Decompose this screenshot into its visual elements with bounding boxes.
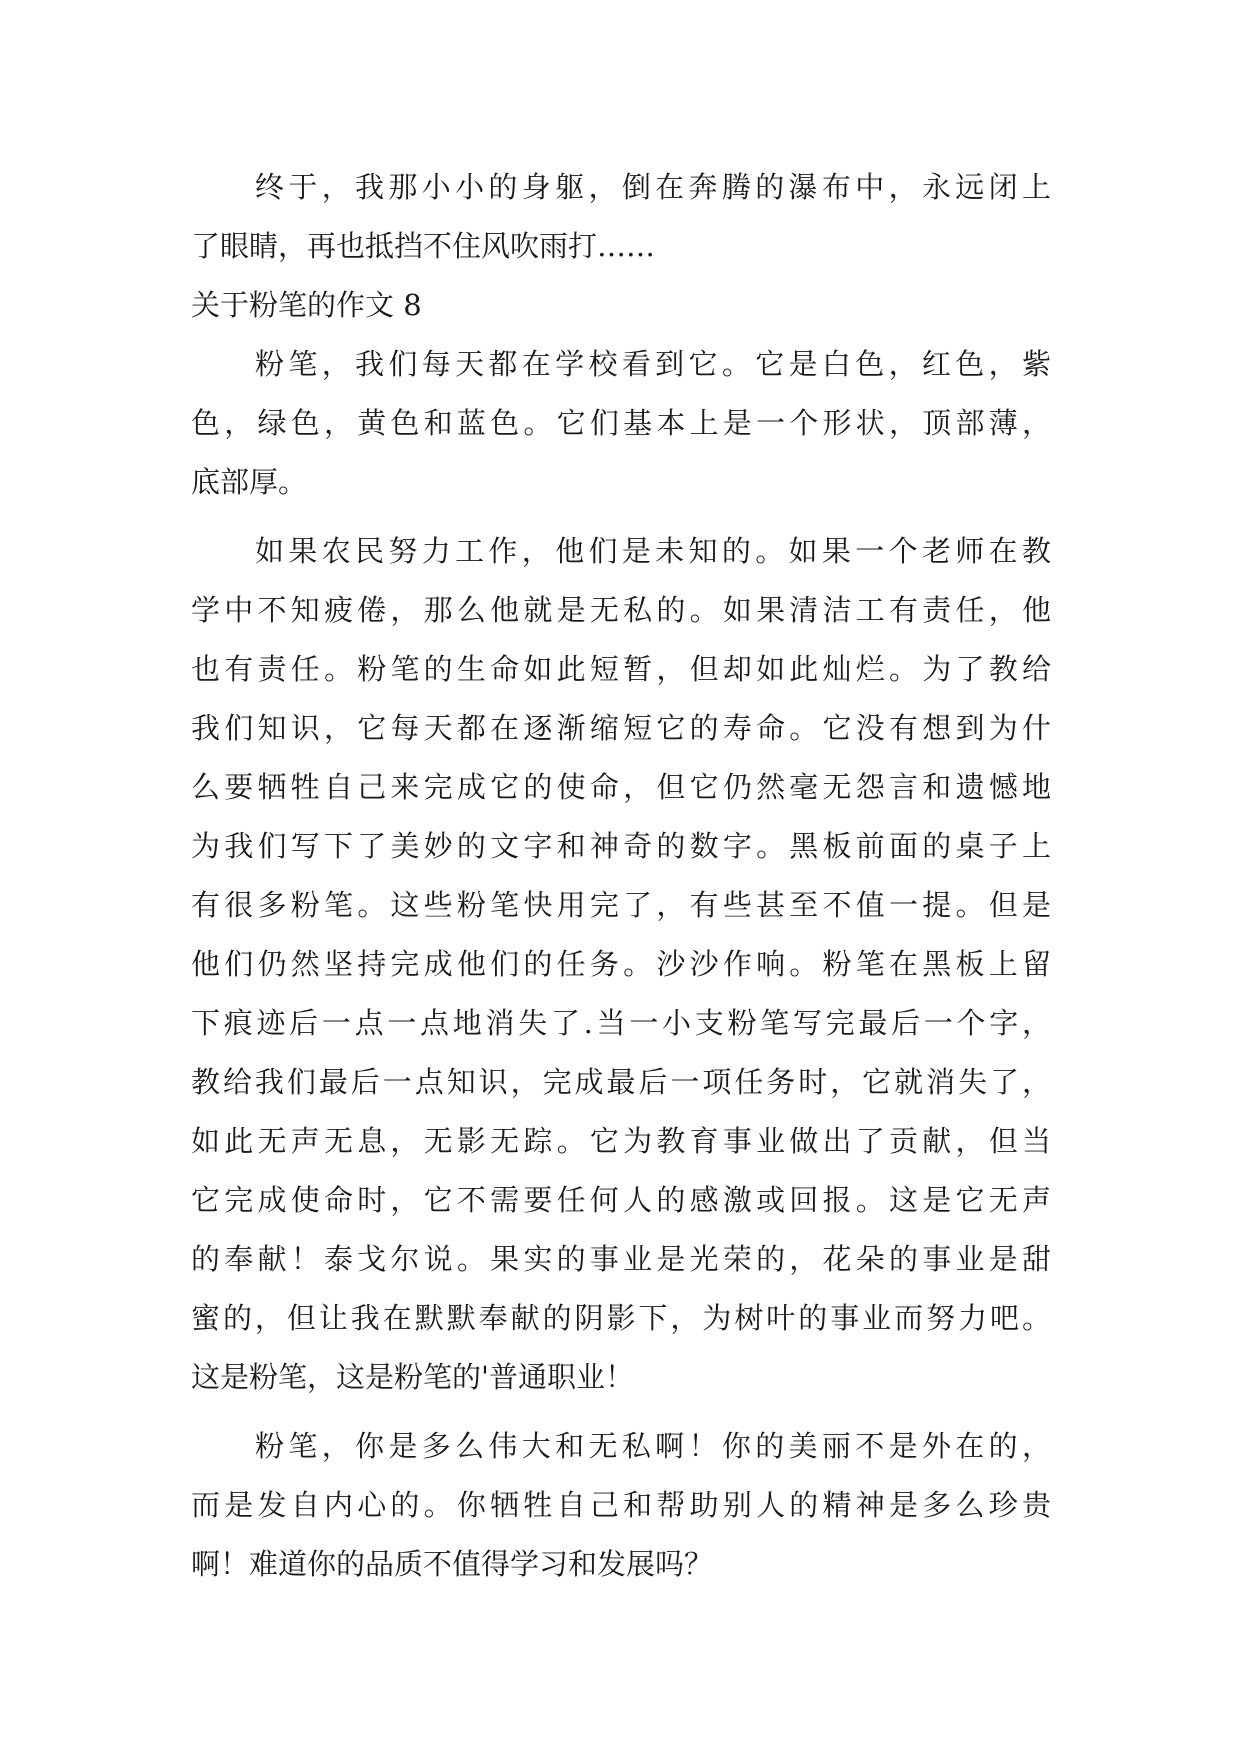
text-line: 如此无声无息，无影无踪。它为教育事业做出了贡献，但当 <box>191 1124 1051 1158</box>
text-line: 学中不知疲倦，那么他就是无私的。如果清洁工有责任，他 <box>191 593 1051 627</box>
text-line: 终于，我那小小的身躯，倒在奔腾的瀑布中，永远闭上 <box>255 170 1051 204</box>
text-line: 的奉献！泰戈尔说。果实的事业是光荣的，花朵的事业是甜 <box>191 1242 1051 1276</box>
essay-body <box>191 158 1051 1594</box>
text-line: 也有责任。粉笔的生命如此短暂，但却如此灿烂。为了教给 <box>191 652 1051 686</box>
text-line: 这是粉笔，这是粉笔的'普通职业！ <box>191 1360 634 1394</box>
text-line: 教给我们最后一点知识，完成最后一项任务时，它就消失了， <box>191 1065 1051 1099</box>
text-line: 么要牺牲自己来完成它的使命，但它仍然毫无怨言和遗憾地 <box>191 770 1051 804</box>
paragraph-1 <box>191 158 1051 276</box>
paragraph-4 <box>191 1417 1051 1594</box>
text-line: 如果农民努力工作，他们是未知的。如果一个老师在教 <box>255 534 1051 568</box>
text-line: 有很多粉笔。这些粉笔快用完了，有些甚至不值一提。但是 <box>191 888 1051 922</box>
text-line: 色，绿色，黄色和蓝色。它们基本上是一个形状，顶部薄， <box>191 406 1051 440</box>
text-line: 它完成使命时，它不需要任何人的感激或回报。这是它无声 <box>191 1183 1051 1217</box>
text-line: 蜜的，但让我在默默奉献的阴影下，为树叶的事业而努力吧。 <box>191 1301 1051 1335</box>
paragraph-2 <box>191 335 1051 512</box>
text-line: 啊！难道你的品质不值得学习和发展吗？ <box>191 1547 714 1581</box>
text-line: 了眼睛，再也抵挡不住风吹雨打…… <box>191 229 656 263</box>
essay-heading: 关于粉笔的作文 8 <box>191 288 422 322</box>
text-line: 而是发自内心的。你牺牲自己和帮助别人的精神是多么珍贵 <box>191 1488 1051 1522</box>
text-line: 底部厚。 <box>191 465 308 499</box>
paragraph-3 <box>191 522 1051 1407</box>
text-line: 粉笔，你是多么伟大和无私啊！你的美丽不是外在的， <box>255 1429 1051 1463</box>
text-line: 粉笔，我们每天都在学校看到它。它是白色，红色，紫 <box>255 347 1051 381</box>
text-line: 他们仍然坚持完成他们的任务。沙沙作响。粉笔在黑板上留 <box>191 947 1051 981</box>
text-line: 为我们写下了美妙的文字和神奇的数字。黑板前面的桌子上 <box>191 829 1051 863</box>
text-line: 我们知识，它每天都在逐渐缩短它的寿命。它没有想到为什 <box>191 711 1051 745</box>
text-line: 下痕迹后一点一点地消失了.当一小支粉笔写完最后一个字， <box>191 1006 1051 1040</box>
